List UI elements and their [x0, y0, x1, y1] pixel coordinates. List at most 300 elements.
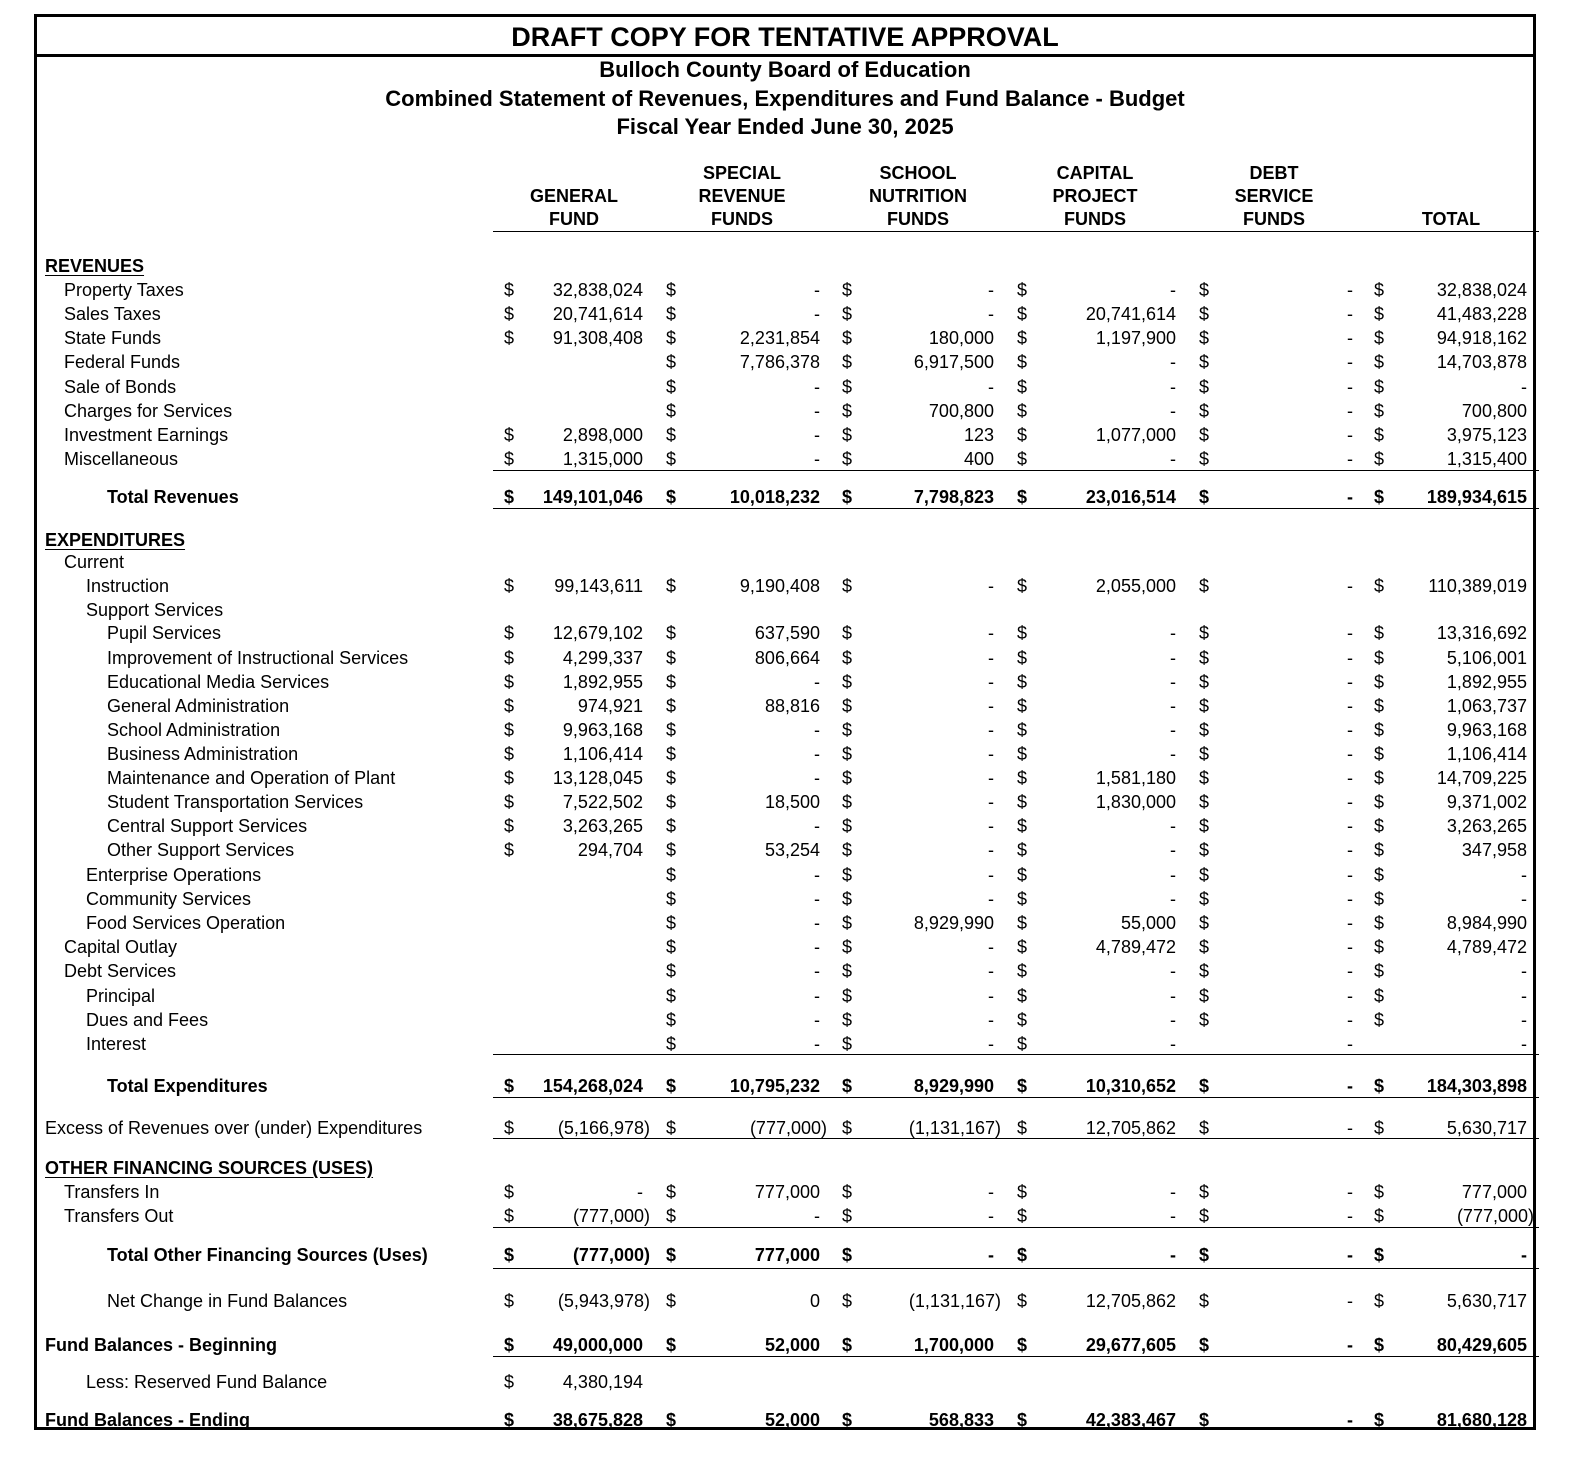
section-heading-other-financing-sources-uses: OTHER FINANCING SOURCES (USES): [45, 1158, 374, 1178]
dollar-sign: $: [1374, 937, 1385, 957]
dollar-sign: $: [842, 1076, 853, 1096]
organization-name: Bulloch County Board of Education: [599, 57, 971, 82]
dollar-sign: $: [504, 576, 515, 596]
dollar-sign: $: [842, 449, 853, 469]
dollar-sign: $: [1374, 1182, 1385, 1202]
amount-cell: -: [637, 1182, 643, 1202]
amount-cell: -: [814, 937, 820, 957]
dollar-sign: $: [1374, 1010, 1385, 1030]
amount-cell: 1,892,955: [1446, 672, 1527, 692]
amount-cell: -: [1347, 280, 1353, 300]
column-header: DEBT: [1249, 163, 1299, 183]
amount-cell: -: [988, 937, 994, 957]
column-header: FUNDS: [887, 209, 949, 229]
amount-cell: 700,800: [928, 401, 994, 421]
dollar-sign: $: [1199, 304, 1210, 324]
dollar-sign: $: [504, 1291, 515, 1311]
amount-cell: -: [988, 304, 994, 324]
amount-cell: 184,303,898: [1426, 1076, 1527, 1096]
dollar-sign: $: [1374, 840, 1385, 860]
dollar-sign: $: [666, 1206, 677, 1226]
dollar-sign: $: [504, 1372, 515, 1392]
fiscal-period: Fiscal Year Ended June 30, 2025: [616, 114, 954, 139]
amount-cell: 3,263,265: [562, 816, 643, 836]
dollar-sign: $: [666, 816, 677, 836]
dollar-sign: $: [842, 889, 853, 909]
dollar-sign: $: [1017, 672, 1028, 692]
amount-cell: 3,263,265: [1446, 816, 1527, 836]
dollar-sign: $: [1017, 1335, 1028, 1355]
amount-cell: -: [1347, 720, 1353, 740]
row-label-instruction: Instruction: [86, 576, 170, 596]
amount-cell: -: [988, 623, 994, 643]
amount-cell: 294,704: [577, 840, 643, 860]
amount-cell: -: [814, 377, 820, 397]
dollar-sign: $: [842, 961, 853, 981]
dollar-sign: $: [1017, 623, 1028, 643]
row-label-debt-services: Debt Services: [64, 961, 177, 981]
row-label-student-transportation-services: Student Transportation Services: [107, 792, 364, 812]
amount-cell: -: [814, 672, 820, 692]
dollar-sign: $: [1017, 304, 1028, 324]
dollar-sign: $: [842, 840, 853, 860]
amount-cell: -: [988, 720, 994, 740]
dollar-sign: $: [1017, 816, 1028, 836]
amount-cell: -: [988, 1182, 994, 1202]
dollar-sign: $: [1017, 352, 1028, 372]
amount-cell: 9,371,002: [1446, 792, 1527, 812]
amount-cell: -: [1521, 1245, 1527, 1265]
amount-cell: 1,106,414: [562, 744, 643, 764]
dollar-sign: $: [666, 623, 677, 643]
dollar-sign: $: [666, 937, 677, 957]
dollar-sign: $: [1199, 1118, 1210, 1138]
amount-cell: -: [1347, 696, 1353, 716]
dollar-sign: $: [1374, 352, 1385, 372]
dollar-sign: $: [1374, 986, 1385, 1006]
dollar-sign: $: [504, 768, 515, 788]
dollar-sign: $: [1017, 889, 1028, 909]
dollar-sign: $: [842, 328, 853, 348]
dollar-sign: $: [1199, 913, 1210, 933]
dollar-sign: $: [1199, 280, 1210, 300]
row-label-central-support-services: Central Support Services: [107, 816, 308, 836]
amount-cell: 0: [809, 1291, 820, 1311]
amount-cell: -: [1347, 576, 1353, 596]
amount-cell: 20,741,614: [1085, 304, 1176, 324]
dollar-sign: $: [1017, 913, 1028, 933]
column-header: NUTRITION: [869, 186, 967, 206]
dollar-sign: $: [1374, 961, 1385, 981]
amount-cell: 149,101,046: [542, 487, 643, 507]
amount-cell: -: [1170, 623, 1176, 643]
amount-cell: -: [988, 889, 994, 909]
amount-cell: (5,166,978): [557, 1118, 650, 1138]
amount-cell: 1,700,000: [913, 1335, 994, 1355]
amount-cell: (777,000): [749, 1118, 827, 1138]
dollar-sign: $: [666, 1245, 677, 1265]
amount-cell: 13,128,045: [552, 768, 643, 788]
dollar-sign: $: [504, 1335, 515, 1355]
dollar-sign: $: [1017, 865, 1028, 885]
dollar-sign: $: [1017, 696, 1028, 716]
dollar-sign: $: [842, 986, 853, 1006]
amount-cell: 88,816: [764, 696, 820, 716]
dollar-sign: $: [666, 449, 677, 469]
dollar-sign: $: [1199, 1335, 1210, 1355]
amount-cell: 4,789,472: [1095, 937, 1176, 957]
amount-cell: 53,254: [764, 840, 820, 860]
row-label-less-reserved-fund-balance: Less: Reserved Fund Balance: [86, 1372, 328, 1392]
dollar-sign: $: [504, 648, 515, 668]
dollar-sign: $: [504, 672, 515, 692]
amount-cell: -: [1170, 865, 1176, 885]
amount-cell: 10,018,232: [729, 487, 820, 507]
dollar-sign: $: [842, 913, 853, 933]
dollar-sign: $: [842, 672, 853, 692]
dollar-sign: $: [1017, 961, 1028, 981]
rule-line: [493, 1227, 1539, 1228]
dollar-sign: $: [1017, 986, 1028, 1006]
dollar-sign: $: [842, 425, 853, 445]
dollar-sign: $: [1374, 623, 1385, 643]
amount-cell: 1,315,000: [562, 449, 643, 469]
rule-line: [493, 231, 1539, 232]
amount-cell: (1,131,167): [908, 1291, 1001, 1311]
draft-banner: DRAFT COPY FOR TENTATIVE APPROVAL: [37, 17, 1533, 57]
dollar-sign: $: [504, 840, 515, 860]
dollar-sign: $: [1374, 425, 1385, 445]
dollar-sign: $: [842, 937, 853, 957]
dollar-sign: $: [1017, 425, 1028, 445]
amount-cell: -: [1170, 352, 1176, 372]
amount-cell: -: [988, 377, 994, 397]
amount-cell: -: [988, 744, 994, 764]
amount-cell: -: [1347, 986, 1353, 1006]
dollar-sign: $: [1199, 865, 1210, 885]
dollar-sign: $: [1374, 401, 1385, 421]
dollar-sign: $: [1199, 696, 1210, 716]
amount-cell: -: [1347, 487, 1353, 507]
amount-cell: 1,830,000: [1095, 792, 1176, 812]
row-label-transfers-out: Transfers Out: [64, 1206, 174, 1226]
amount-cell: 637,590: [754, 623, 820, 643]
amount-cell: -: [1170, 1010, 1176, 1030]
dollar-sign: $: [666, 648, 677, 668]
row-label-other-support-services: Other Support Services: [107, 840, 295, 860]
column-header: FUNDS: [711, 209, 773, 229]
amount-cell: -: [1347, 865, 1353, 885]
dollar-sign: $: [842, 696, 853, 716]
dollar-sign: $: [1199, 744, 1210, 764]
amount-cell: 81,680,128: [1436, 1410, 1527, 1430]
amount-cell: -: [1170, 377, 1176, 397]
amount-cell: -: [1170, 1182, 1176, 1202]
dollar-sign: $: [1017, 744, 1028, 764]
amount-cell: -: [1347, 449, 1353, 469]
dollar-sign: $: [842, 304, 853, 324]
amount-cell: 99,143,611: [554, 576, 643, 596]
dollar-sign: $: [666, 377, 677, 397]
amount-cell: 7,522,502: [562, 792, 643, 812]
row-label-dues-and-fees: Dues and Fees: [86, 1010, 209, 1030]
amount-cell: -: [1347, 304, 1353, 324]
amount-cell: 14,709,225: [1436, 768, 1527, 788]
amount-cell: 7,798,823: [913, 487, 994, 507]
dollar-sign: $: [1199, 889, 1210, 909]
amount-cell: 12,679,102: [552, 623, 643, 643]
dollar-sign: $: [1017, 1034, 1028, 1054]
row-label-state-funds: State Funds: [64, 328, 162, 348]
amount-cell: 10,795,232: [729, 1076, 820, 1096]
dollar-sign: $: [842, 576, 853, 596]
amount-cell: 1,581,180: [1095, 768, 1176, 788]
dollar-sign: $: [1017, 280, 1028, 300]
dollar-sign: $: [666, 425, 677, 445]
row-label-fund-balances-beginning: Fund Balances - Beginning: [45, 1335, 278, 1355]
row-label-support-services: Support Services: [86, 600, 224, 620]
dollar-sign: $: [1199, 986, 1210, 1006]
dollar-sign: $: [666, 1118, 677, 1138]
amount-cell: 52,000: [764, 1410, 820, 1430]
dollar-sign: $: [1199, 792, 1210, 812]
amount-cell: 180,000: [928, 328, 994, 348]
amount-cell: -: [1170, 744, 1176, 764]
amount-cell: -: [1170, 986, 1176, 1006]
row-label-excess-of-revenues-over-under-expenditures: Excess of Revenues over (under) Expenditures: [45, 1118, 423, 1138]
amount-cell: 9,190,408: [739, 576, 820, 596]
dollar-sign: $: [842, 280, 853, 300]
amount-cell: -: [1347, 744, 1353, 764]
amount-cell: 9,963,168: [562, 720, 643, 740]
dollar-sign: $: [1374, 865, 1385, 885]
dollar-sign: $: [842, 1182, 853, 1202]
dollar-sign: $: [1017, 401, 1028, 421]
amount-cell: -: [1347, 961, 1353, 981]
dollar-sign: $: [1374, 768, 1385, 788]
dollar-sign: $: [1374, 280, 1385, 300]
amount-cell: 700,800: [1461, 401, 1527, 421]
dollar-sign: $: [1374, 672, 1385, 692]
dollar-sign: $: [1374, 648, 1385, 668]
amount-cell: -: [988, 1010, 994, 1030]
amount-cell: -: [1170, 449, 1176, 469]
dollar-sign: $: [504, 1245, 515, 1265]
dollar-sign: $: [842, 1335, 853, 1355]
dollar-sign: $: [504, 696, 515, 716]
amount-cell: -: [988, 986, 994, 1006]
dollar-sign: $: [666, 1010, 677, 1030]
amount-cell: -: [1521, 986, 1527, 1006]
amount-cell: -: [1170, 840, 1176, 860]
dollar-sign: $: [1199, 1206, 1210, 1226]
dollar-sign: $: [842, 1206, 853, 1226]
amount-cell: -: [988, 672, 994, 692]
amount-cell: -: [814, 865, 820, 885]
row-label-transfers-in: Transfers In: [64, 1182, 160, 1202]
amount-cell: -: [988, 840, 994, 860]
amount-cell: -: [1347, 1076, 1353, 1096]
row-label-principal: Principal: [86, 986, 156, 1006]
dollar-sign: $: [666, 352, 677, 372]
amount-cell: -: [1170, 961, 1176, 981]
amount-cell: -: [814, 449, 820, 469]
amount-cell: 568,833: [928, 1410, 994, 1430]
column-header: FUND: [549, 209, 599, 229]
dollar-sign: $: [1017, 1076, 1028, 1096]
row-label-miscellaneous: Miscellaneous: [64, 449, 179, 469]
amount-cell: -: [988, 1245, 994, 1265]
dollar-sign: $: [1374, 1335, 1385, 1355]
dollar-sign: $: [1374, 696, 1385, 716]
column-header: GENERAL: [529, 186, 618, 206]
dollar-sign: $: [842, 720, 853, 740]
dollar-sign: $: [1199, 352, 1210, 372]
dollar-sign: $: [1199, 816, 1210, 836]
row-label-sale-of-bonds: Sale of Bonds: [64, 377, 177, 397]
dollar-sign: $: [1199, 377, 1210, 397]
dollar-sign: $: [1374, 744, 1385, 764]
amount-cell: -: [814, 280, 820, 300]
row-label-community-services: Community Services: [86, 889, 252, 909]
amount-cell: 123: [963, 425, 994, 445]
amount-cell: -: [988, 576, 994, 596]
amount-cell: -: [1170, 720, 1176, 740]
rule-line: [493, 1097, 1539, 1098]
amount-cell: -: [1347, 913, 1353, 933]
amount-cell: (777,000): [572, 1245, 650, 1265]
dollar-sign: $: [1374, 487, 1385, 507]
dollar-sign: $: [666, 1291, 677, 1311]
amount-cell: -: [1347, 1410, 1353, 1430]
amount-cell: -: [814, 744, 820, 764]
dollar-sign: $: [1374, 1118, 1385, 1138]
column-header: FUNDS: [1243, 209, 1305, 229]
amount-cell: -: [1347, 328, 1353, 348]
dollar-sign: $: [1199, 1182, 1210, 1202]
amount-cell: -: [1170, 1206, 1176, 1226]
dollar-sign: $: [1017, 648, 1028, 668]
amount-cell: -: [1347, 1291, 1353, 1311]
row-label-capital-outlay: Capital Outlay: [64, 937, 178, 957]
row-label-current: Current: [64, 552, 125, 572]
amount-cell: 1,892,955: [562, 672, 643, 692]
amount-cell: 13,316,692: [1436, 623, 1527, 643]
amount-cell: -: [988, 961, 994, 981]
dollar-sign: $: [666, 1034, 677, 1054]
dollar-sign: $: [504, 1182, 515, 1202]
amount-cell: (1,131,167): [908, 1118, 1001, 1138]
row-label-improvement-of-instructional-services: Improvement of Instructional Services: [107, 648, 409, 668]
amount-cell: -: [988, 648, 994, 668]
dollar-sign: $: [1017, 1010, 1028, 1030]
amount-cell: -: [988, 1206, 994, 1226]
dollar-sign: $: [504, 792, 515, 812]
amount-cell: 154,268,024: [542, 1076, 643, 1096]
amount-cell: -: [1170, 672, 1176, 692]
amount-cell: -: [1347, 1034, 1353, 1054]
amount-cell: 5,630,717: [1446, 1291, 1527, 1311]
row-label-investment-earnings: Investment Earnings: [64, 425, 229, 445]
dollar-sign: $: [1199, 672, 1210, 692]
amount-cell: 777,000: [754, 1245, 820, 1265]
amount-cell: 400: [963, 449, 994, 469]
dollar-sign: $: [504, 1410, 515, 1430]
amount-cell: -: [988, 768, 994, 788]
amount-cell: 12,705,862: [1085, 1291, 1176, 1311]
dollar-sign: $: [1017, 792, 1028, 812]
dollar-sign: $: [504, 623, 515, 643]
dollar-sign: $: [1017, 937, 1028, 957]
amount-cell: 777,000: [754, 1182, 820, 1202]
dollar-sign: $: [666, 304, 677, 324]
amount-cell: -: [1347, 1245, 1353, 1265]
dollar-sign: $: [842, 377, 853, 397]
amount-cell: 38,675,828: [552, 1410, 643, 1430]
row-label-school-administration: School Administration: [107, 720, 281, 740]
dollar-sign: $: [1017, 1206, 1028, 1226]
dollar-sign: $: [504, 449, 515, 469]
amount-cell: 9,963,168: [1446, 720, 1527, 740]
dollar-sign: $: [1199, 401, 1210, 421]
dollar-sign: $: [1374, 377, 1385, 397]
amount-cell: -: [1347, 889, 1353, 909]
dollar-sign: $: [1374, 816, 1385, 836]
row-label-total-revenues: Total Revenues: [107, 487, 239, 507]
rule-line: [493, 470, 1539, 471]
dollar-sign: $: [842, 648, 853, 668]
dollar-sign: $: [504, 816, 515, 836]
dollar-sign: $: [666, 1076, 677, 1096]
dollar-sign: $: [842, 1291, 853, 1311]
dollar-sign: $: [1017, 840, 1028, 860]
amount-cell: 4,380,194: [562, 1372, 643, 1392]
amount-cell: -: [1170, 1245, 1176, 1265]
dollar-sign: $: [666, 328, 677, 348]
amount-cell: -: [1347, 1118, 1353, 1138]
column-header: SERVICE: [1234, 186, 1314, 206]
dollar-sign: $: [666, 720, 677, 740]
dollar-sign: $: [1199, 576, 1210, 596]
dollar-sign: $: [666, 889, 677, 909]
amount-cell: 974,921: [577, 696, 643, 716]
amount-cell: 5,106,001: [1446, 648, 1527, 668]
dollar-sign: $: [666, 1410, 677, 1430]
amount-cell: -: [1521, 889, 1527, 909]
amount-cell: -: [814, 1010, 820, 1030]
amount-cell: -: [814, 768, 820, 788]
amount-cell: -: [814, 889, 820, 909]
column-header: SPECIAL: [702, 163, 781, 183]
amount-cell: 52,000: [764, 1335, 820, 1355]
dollar-sign: $: [666, 768, 677, 788]
dollar-sign: $: [504, 280, 515, 300]
dollar-sign: $: [504, 328, 515, 348]
amount-cell: 91,308,408: [552, 328, 643, 348]
dollar-sign: $: [1374, 1291, 1385, 1311]
dollar-sign: $: [1017, 328, 1028, 348]
dollar-sign: $: [842, 401, 853, 421]
amount-cell: -: [1347, 937, 1353, 957]
dollar-sign: $: [666, 280, 677, 300]
dollar-sign: $: [1017, 1291, 1028, 1311]
dollar-sign: $: [504, 1206, 515, 1226]
dollar-sign: $: [842, 1034, 853, 1054]
amount-cell: -: [1347, 401, 1353, 421]
dollar-sign: $: [1199, 487, 1210, 507]
amount-cell: -: [988, 696, 994, 716]
dollar-sign: $: [1017, 377, 1028, 397]
